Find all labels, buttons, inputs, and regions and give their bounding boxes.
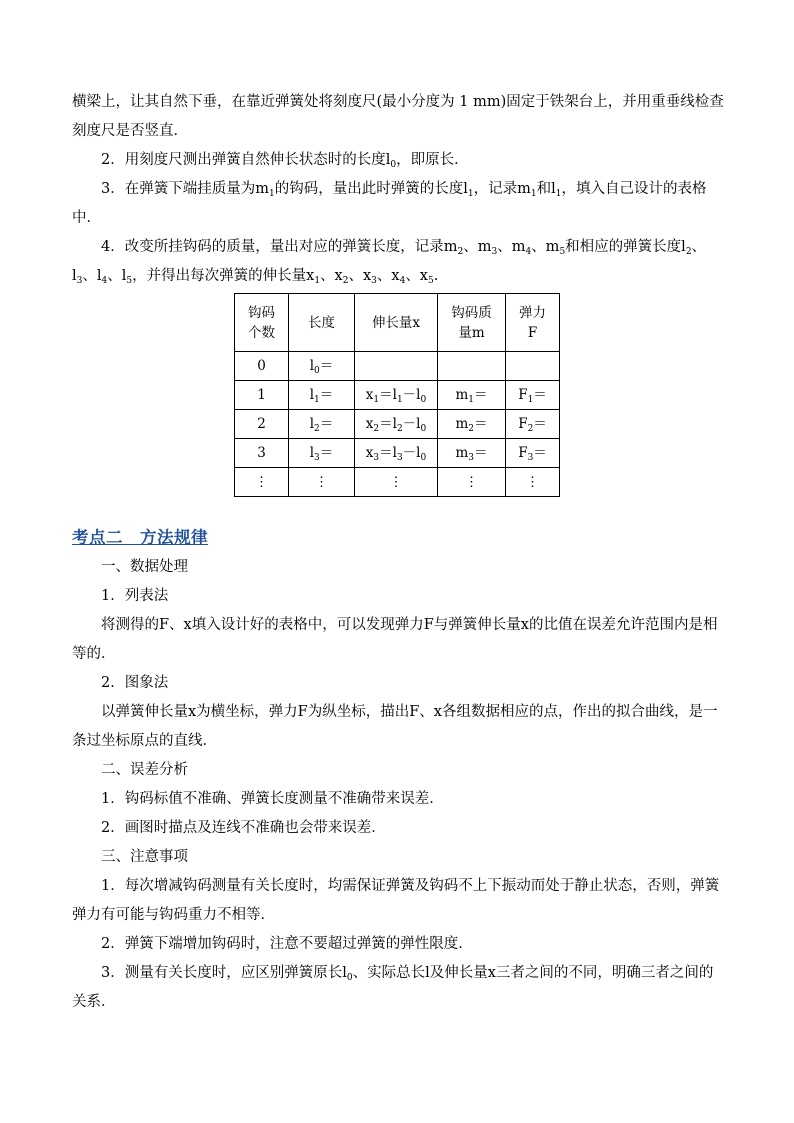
table-cell: ⋮ bbox=[438, 468, 506, 497]
table-row bbox=[235, 439, 560, 468]
method-heading-graph: 2．图象法 bbox=[101, 675, 169, 691]
step-4: 4．改变所挂钩码的质量，量出对应的弹簧长度，记录$m_2$、$m_3$、$m_4$、$m_5$和相应的弹簧长度$l_2$、$l_3$、$l_4$、$l_5$，并得出每次弹簧的伸长量$x_1$、$x_2$、$x_3$、$x_4$、$x_5$. bbox=[72, 239, 707, 286]
subsection-heading-error: 二、误差分析 bbox=[101, 762, 188, 778]
table-row bbox=[235, 410, 560, 439]
note-item-1: 1．每次增减钩码测量有关长度时，均需保证弹簧及钩码不上下振动而处于静止状态，否则，弹簧弹力有可能与钩码重力不相等． bbox=[72, 878, 720, 923]
method-graph-text: 以弹簧伸长量x为横坐标，弹力F为纵坐标，描出F、x各组数据相应的点，作出的拟合曲线，是一条过坐标原点的直线． bbox=[72, 704, 718, 749]
header-count: 钩码 个数 bbox=[235, 294, 289, 352]
subsection-heading-data: 一、数据处理 bbox=[101, 559, 188, 575]
section-heading: 考点二 方法规律 bbox=[72, 528, 208, 547]
table-cell: $x_3=l_3-l_0$ bbox=[355, 439, 438, 468]
table-cell: $m_2=$ bbox=[438, 410, 506, 439]
table-cell: 3 bbox=[235, 439, 289, 468]
intro-paragraph: 横梁上，让其自然下垂，在靠近弹簧处将刻度尺(最小分度为 1 mm)固定于铁架台上，并用重垂线检查刻度尺是否竖直． bbox=[72, 94, 724, 139]
table-cell: ⋮ bbox=[355, 468, 438, 497]
table-cell: 1 bbox=[235, 381, 289, 410]
table-cell: $F_2=$ bbox=[506, 410, 560, 439]
table-cell: $l_0=$ bbox=[289, 352, 355, 381]
table-cell: $l_1=$ bbox=[289, 381, 355, 410]
table-header-row bbox=[235, 294, 560, 352]
method-table-text: 将测得的F、x填入设计好的表格中，可以发现弹力F与弹簧伸长量x的比值在误差允许范围内是相等的． bbox=[72, 617, 718, 662]
table-cell: 0 bbox=[235, 352, 289, 381]
table-cell: $m_3=$ bbox=[438, 439, 506, 468]
error-item-1: 1．钩码标值不准确、弹簧长度测量不准确带来误差． bbox=[101, 791, 444, 807]
note-item-3: 3．测量有关长度时，应区别弹簧原长$l_0$、实际总长l及伸长量x三者之间的不同，明确三者之间的关系． bbox=[72, 965, 714, 1010]
table-cell bbox=[355, 352, 438, 381]
step-3: 3．在弹簧下端挂质量为$m_1$的钩码，量出此时弹簧的长度$l_1$，记录$m_1$和$l_1$，填入自己设计的表格中． bbox=[72, 181, 707, 226]
table-cell: ⋮ bbox=[235, 468, 289, 497]
note-item-2: 2．弹簧下端增加钩码时，注意不要超过弹簧的弹性限度． bbox=[101, 936, 473, 952]
table-row bbox=[235, 468, 560, 497]
step-2: 2．用刻度尺测出弹簧自然伸长状态时的长度$l_0$，即原长． bbox=[101, 152, 469, 170]
header-length: 长度 bbox=[289, 294, 355, 352]
table-cell bbox=[438, 352, 506, 381]
table-cell: $x_1=l_1-l_0$ bbox=[355, 381, 438, 410]
table-row bbox=[235, 352, 560, 381]
table-cell: $l_2=$ bbox=[289, 410, 355, 439]
table-cell: $F_3=$ bbox=[506, 439, 560, 468]
table-cell: $l_3=$ bbox=[289, 439, 355, 468]
table-cell: $F_1=$ bbox=[506, 381, 560, 410]
table-cell: 2 bbox=[235, 410, 289, 439]
table-cell: ⋮ bbox=[506, 468, 560, 497]
data-table bbox=[234, 293, 560, 497]
header-mass: 钩码质 量m bbox=[438, 294, 506, 352]
table-row bbox=[235, 381, 560, 410]
table-cell bbox=[506, 352, 560, 381]
header-force: 弹力 F bbox=[506, 294, 560, 352]
error-item-2: 2．画图时描点及连线不准确也会带来误差． bbox=[101, 820, 386, 836]
table-cell: $x_2=l_2-l_0$ bbox=[355, 410, 438, 439]
header-extension: 伸长量x bbox=[355, 294, 438, 352]
method-heading-table: 1．列表法 bbox=[101, 588, 169, 604]
table-cell: $m_1=$ bbox=[438, 381, 506, 410]
subsection-heading-notes: 三、注意事项 bbox=[101, 849, 188, 865]
table-cell: ⋮ bbox=[289, 468, 355, 497]
